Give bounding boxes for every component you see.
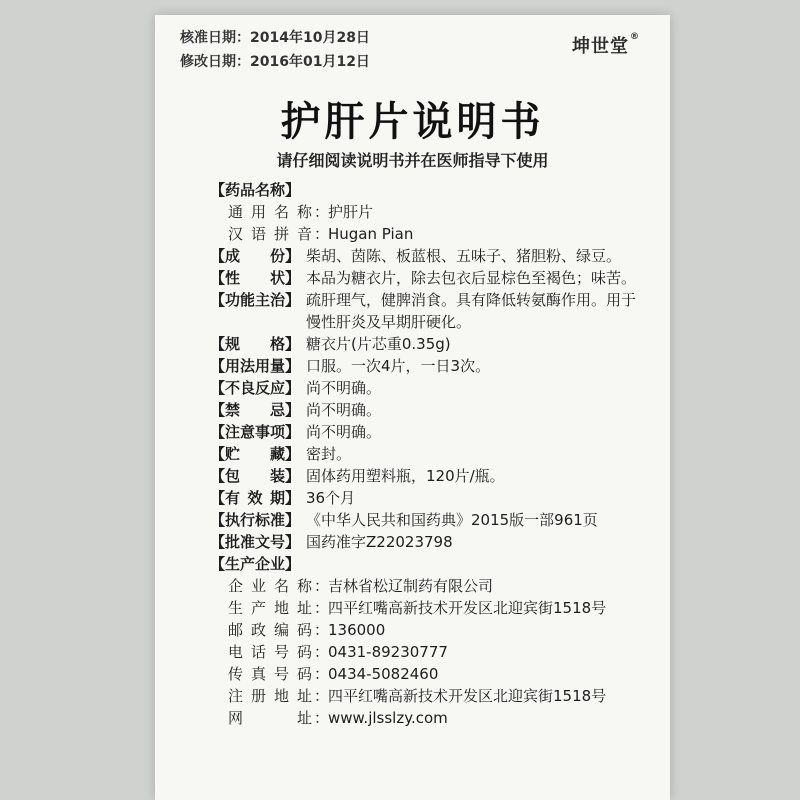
manufacturer-value: 四平红嘴高新技术开发区北迎宾街1518号 [328,687,607,705]
generic-name-row: 通用名称 ： 护肝片 [210,201,650,223]
document-subtitle: 请仔细阅读说明书并在医师指导下使用 [276,151,549,170]
section-row: 【 有 效 期 】 36个月 [210,487,650,509]
manufacturer-key: 邮政编码 [228,621,312,639]
section-row: 【 用法用量 】 口服。一次4片，一日3次。 [210,355,650,377]
section-value: 固体药用塑料瓶，120片/瓶。 [306,467,505,485]
section-row: 【 禁 忌 】 尚不明确。 [210,399,650,421]
section-row: 【 包 装 】 固体药用塑料瓶，120片/瓶。 [210,465,650,487]
manufacturer-key: 生产地址 [228,599,312,617]
manufacturer-value: 吉林省松辽制药有限公司 [328,577,494,595]
section-label: 成 份 [225,247,285,265]
manufacturer-row: 生产地址 ： 四平红嘴高新技术开发区北迎宾街1518号 [210,597,650,619]
section-label: 规 格 [225,335,285,353]
section-value: 柴胡、茵陈、板蓝根、五味子、猪胆粉、绿豆。 [306,247,622,265]
registered-mark: ® [630,32,640,42]
manufacturer-row: 邮政编码 ： 136000 [210,619,650,641]
section-value: 本品为糖衣片，除去包衣后显棕色至褐色；味苦。 [306,269,637,287]
approval-date: 核准日期：2014年10月28日 [180,30,370,46]
manufacturer-key: 注册地址 [228,687,312,705]
section-row: 【 功能主治 】 疏肝理气，健脾消食。具有降低转氨酶作用。用于慢性肝炎及早期肝硬化。 [210,289,650,333]
section-label: 【 药品名称 】 [210,181,301,199]
section-drug-name [210,179,650,201]
pinyin-key: 汉语拼音 [228,225,312,243]
manufacturer-row: 电话号码 ： 0431-89230777 [210,641,650,663]
section-label: 禁 忌 [225,401,285,419]
manufacturer-key: 传真号码 [228,665,312,683]
manufacturer-row: 网 址 ： www.jlsslzy.com [210,707,650,729]
section-row: 【 成 份 】 柴胡、茵陈、板蓝根、五味子、猪胆粉、绿豆。 [210,245,650,267]
section-label: 贮 藏 [225,445,285,463]
manufacturer-value: 四平红嘴高新技术开发区北迎宾街1518号 [328,599,607,617]
section-row: 【 执行标准 】 《中华人民共和国药典》2015版一部961页 [210,509,650,531]
manufacturer-key: 网 址 [228,709,312,727]
section-label: 性 状 [225,269,285,287]
section-value: 糖衣片(片芯重0.35g) [306,335,451,353]
section-value: 疏肝理气，健脾消食。具有降低转氨酶作用。用于慢性肝炎及早期肝硬化。 [306,291,637,331]
manufacturer-value: www.jlsslzy.com [328,709,448,727]
revision-date: 修改日期：2016年01月12日 [180,54,370,70]
brand-logo [572,32,640,58]
manufacturer-row: 传真号码 ： 0434-5082460 [210,663,650,685]
section-value: 国药准字Z22023798 [306,533,453,551]
section-row: 【 规 格 】 糖衣片(片芯重0.35g) [210,333,650,355]
section-label: 功能主治 [225,291,286,309]
section-row: 【 不良反应 】 尚不明确。 [210,377,650,399]
section-label: 生产企业 [225,555,286,573]
section-value: 尚不明确。 [306,401,382,419]
section-value: 36个月 [306,489,356,507]
manufacturer-value: 0434-5082460 [328,665,439,683]
section-value: 尚不明确。 [306,423,382,441]
section-label: 执行标准 [225,511,286,529]
manufacturer-key: 企业名称 [228,577,312,595]
pinyin-row: 汉语拼音 ： Hugan Pian [210,223,650,245]
brand-name: 坤世堂 [572,36,629,57]
section-label: 注意事项 [225,423,286,441]
section-value: 密封。 [306,445,352,463]
section-row: 【 贮 藏 】 密封。 [210,443,650,465]
leaflet-sections [210,179,650,729]
section-row: 【 批准文号 】 国药准字Z22023798 [210,531,650,553]
section-value: 口服。一次4片，一日3次。 [306,357,491,375]
section-value: 尚不明确。 [306,379,382,397]
generic-name-key: 通用名称 [228,203,312,221]
section-label: 用法用量 [225,357,286,375]
document-title: 护肝片说明书 [280,98,545,145]
pinyin-value: Hugan Pian [328,225,414,243]
manufacturer-key: 电话号码 [228,643,312,661]
date-block [180,26,370,74]
manufacturer-row: 企业名称 ： 吉林省松辽制药有限公司 [210,575,650,597]
manufacturer-value: 136000 [328,621,386,639]
section-value: 《中华人民共和国药典》2015版一部961页 [306,511,598,529]
section-label: 有 效 期 [225,489,285,507]
generic-name-value: 护肝片 [328,203,374,221]
section-label: 包 装 [225,467,285,485]
section-manufacturer: 【 生产企业 】 [210,555,301,573]
manufacturer-row: 注册地址 ： 四平红嘴高新技术开发区北迎宾街1518号 [210,685,650,707]
section-row: 【 注意事项 】 尚不明确。 [210,421,650,443]
section-label: 批准文号 [225,533,286,551]
section-label: 不良反应 [225,379,286,397]
manufacturer-value: 0431-89230777 [328,643,448,661]
section-row: 【 性 状 】 本品为糖衣片，除去包衣后显棕色至褐色；味苦。 [210,267,650,289]
